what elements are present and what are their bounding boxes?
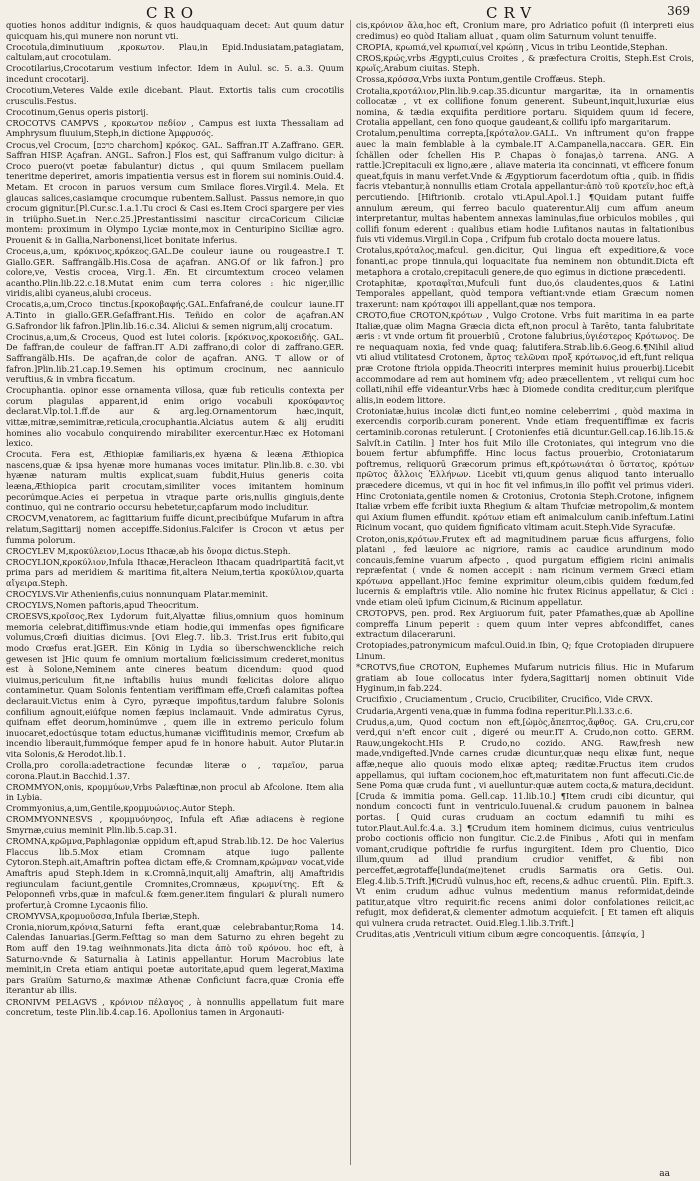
dictionary-entry: *CROTVS,fiue CROTON, Euphemes Mufarum nutricis filius. Hic in Mufarum gratiam ab Ioue collocatus inter fydera,Sagittarij nomen obtinuit Vide Hyginum,in fab.224.	[356, 662, 694, 694]
dictionary-entry: cis,κρόνιον ἅλα,hoc eft, Cronium mare, pro Adriatico pofuit (ſi interpreti eius credimus) eo quòd Italiam alluat , quam olim Saturnum volunt tenuiffe.	[356, 20, 694, 41]
dictionary-entry: Crommyonius,a,um,Gentile,κρομμυώνιος.Autor Steph.	[6, 803, 236, 814]
dictionary-entry: CROESVS,κροῖσος,Rex Lydorum fuit,Alyattæ filius,omnium quos hominum memoria celebrat,ditiffimus:vnde etiam hodie,qui immenfas opes fignificare volumus,Crœfi diuitias dicimus. [Ovi Eleg.7. lib.3. Trist.Irus erit fubito,qui modo Crœfus erat.]GER. Ein König in Lydia so überschwenckliche reich gewesen ist ]Hic quum fe omnium mortalium fœlicissimum crederet,monitus est à Solone,Neminem ante cineres beatum dicendum: quod quod viuimus,periculum fit,ne inftabilis huius mundi fœlicitas dolore aliquo contaminetur. Quam Solonis fententiam veriffimam effe,Crœfi calamitas poftea declarauit.Victus enim à Cyro, pyræque impofitus,tardum falubre Solonis confilium agnouit,eiúfque nomen fæpius inclamauit. Vnde admiratus Cyrus, quifnam effet deorum,hominúmve , quem ille in extremo periculo folum inuocaret,edoctúsque totam eductus,humanæ viciffitudinis memor, Crœfum ab incendio liberauit,fummóque femper apud fe in honore habuit. Autor Plutar.in vita Solonis,& Herodot.lib.1.	[6, 611, 344, 759]
dictionary-entry: CROCYLEV M,κροκύλειον,Locus Ithacæ,ab his ὄνομα dictus.Steph.	[6, 545, 291, 556]
dictionary-entry: CROPIA, κρωπιά,vel κρωπιαί,vel κρώπη , Vicus in tribu Leontide,Stephan.	[356, 41, 668, 52]
signature-mark: aa	[659, 1169, 670, 1179]
text-columns	[6, 20, 694, 1165]
dictionary-entry: Crocotium,Veteres Valde exile dicebant. Plaut. Extortis talis cum crocotilis crusculis.Festus.	[6, 85, 344, 106]
dictionary-entry: Crocinus,a,um,& Croceus, Quod est lutei coloris. [κρόκινος,κροκοειδής. GAL. De faffran,de couleur de faffran.IT A.Di zaffrano,di color di zaffrano.GER. Saffrangälb.HIs. De açafran,de color de açafran. ANG. T allow or of fafron.]Plin.lib.21.cap.19.Semen his optimum crocinum, nec aanniculo veruftius,& in vmbra ficcatum.	[6, 331, 344, 385]
dictionary-entry: CROCOTVS CAMPVS , κροκωτον πεδίον , Campus est iuxta Thessaliam ad Amphrysum fluuium,Steph,in dictione Ἀμφρυσός.	[6, 117, 344, 139]
dictionary-entry: CROTO,fiue CROTON,κρότων , Vulgo Crotone. Vrbs fuit maritima in ea parte Italiæ,quæ olim Magna Græcia dicta eft,non procul à Tarēto, tanta falubritate æris : vt vnde ortum fit prouerbiū , Crotone falubrius,ὑγιέστερος Κρότωνος. De re nequaquam noxia, fed vnde quaq; falutifera.Strab.lib.6.Geog.6.¶Nihil aliud vti aliud vtilitatesd Crotonem, ἄρτος τελῶναι προξ κρότωνος,id eft,funt reliqua præ Crotone ftriola oppida.Theocriti interpres meminit huius prouerbij.Licebit accommodare ad rem aut hominem vfq; adeo præcellentem , vt reliqui cum hoc collati,nihil effe videantur.Vrbs hæc à Diomede condita creditur,cum plerifque aliis,in eodem littore.	[356, 310, 694, 405]
dictionary-entry: CROCYLION,κροκύλιον,Infula Ithacæ,Heracleon Ithacam quadripartitā facit,vt prima pars ad meridiem & maritima fit,altera Neium,tertia κροκύλιον,quarta αἴγειρα.Steph.	[6, 556, 344, 588]
dictionary-entry: Crucifixio , Cruciamentum , Crucio, Crucibiliter, Crucifico, Vide CRVX.	[356, 694, 653, 705]
dictionary-entry: Crocotula,diminutiuum ,κροκωτον. Plau,in Epid.Indusiatam,patagiatam, caltulam,aut crocotulam.	[6, 41, 344, 63]
dictionary-entry: Cruditas,atis ,Ventriculi vitium cibum ægre concoquentis. [ἀπεψία, ]	[356, 928, 645, 939]
column-divider	[350, 20, 351, 1165]
dictionary-entry: Crocuta. Fera est, Æthiopiæ familiaris,ex hyæna & leæna Æthiopica nascens,quæ & ipsa hyenæ more humanas voces imitatur. Plin.lib.8. c.30. vbi hyænæ naturam multis explicat,suam fubdit,Huius generis coita leæna,Æthiopica parit crocutam,similiter voces imitantem hominum pecorúmque.Acies ei perpetua in vtraque parte oris,nullis gingiuis,dente continuo, qui ne contrario occursu hebetetur,capfarum modo includitur.	[6, 449, 344, 513]
dictionary-entry: CROMNA,κρῶμνα,Paphlagoniæ oppidum eft,apud Strab.lib.12. De hoc Valerius Flaccus lib.5.Mox etiam Cromnam atque iugo pallente Cytoron.Steph.ait,Amaftrin poftea dictam effe,& Cromnam,κρώμναν vocat,vide Amaftris apud Steph.Idem in κ.Cromnā,inquit,alij Amaftrin, alij Amaftridis regiunculam faciunt,gentile Cromnites,Cromnæus, κρωμνίτης. Eft & Peloponnefi vrbs,quæ in mafcul.& fœm.gener.item fingulari & plurali numero profertur,à Cromne Lycaonis filio.	[6, 836, 344, 910]
dictionary-entry: Crotopiades,patronymicum mafcul.Ouid.in Ibin, Q; fque Crotopiaden dirupuere Linum.	[356, 640, 694, 662]
dictionary-entry: quoties honos additur indignis, & quos haudquaquam decet: Aut quum datur quicquam his,qui munere non norunt vti.	[6, 20, 344, 41]
dictionary-entry: CROCYLVS,Nomen paftoris,apud Theocritum.	[6, 600, 199, 611]
dictionary-entry: Crotaphitæ, κροταφῖται,Mufculi funt duo,ós claudentes,quos & Latini Temporales appellant, quòd tempora veftiant:vnde etiam Græcum nomen traxerunt: nam κρόταφοι illi appellant,quæ nos tempora.	[356, 277, 694, 309]
left-column	[6, 20, 344, 1165]
dictionary-entry: Crocatis,a,um,Croco tinctus.[κροκοβαφής.GAL.Enfafrané,de coulcur iaune.IT A.Tinto in giallo.GER.Geſaffrant.His. Teñido en color de açafran.AN G.Safrondor lik fafron.]Plin.lib.16.c.34. Aliciui & semen nigrum,alij crocatum.	[6, 299, 344, 331]
dictionary-entry: Crotalum,penultima correpta,[κρόταλον.GALL. Vn inftrument qu'on frappe auec la main femblable à la cymbale.IT A.Campanella,naccara. GER. Ein ſchällen oder ſchellen His P. Chapas ò fonajas,ò tarrena. ANG. A rattle.]Crepitaculi ex ligno,ære , aliave materia ita concinnati, vt efficere fonum queat,fquis in manu verfet.Vnde & Ægyptiorum facerdotum oftia , quib. in ſfidis facris vtebantur,à nonnullis etiam Crotala appellantur:ἀπὸ τοῦ κροτεῖν,hoc eft,à percutiendo. [Hiftrionib. crotalo vti.Apul.Apol.1.] ¶Quidam putant fuiffe annulum æreum, qui ferreo baculo quaterentur.Alij cum affum aneum interpretantur, multas habentem annexas laminulas,fiue orbiculos mobiles , qui collifi fonum ederent : qualibus etiam hodie Lufitanos nautas in faltationibus fuis vti videmus.Virgil.in Copa , Crifpum fub crotalo docta mouere latus.	[356, 128, 694, 245]
dictionary-entry: Crotalia,κροτάλιον,Plin.lib.9.cap.35.dicuntur margaritæ, ita in ornamentis collocatæ , vt ex collifione fonum generent. Subeunt,inquit,luxuriæ eius nomina, & tædia exquifita perditiore portaru. Siquidem quum id fecere, Crotalia appellant, cen fono quoque gaudeant,& collifu ipfo margaritarum.	[356, 85, 694, 128]
right-column	[356, 20, 694, 1165]
dictionary-entry: Crolla,pro corolla:adetractione fecundæ literæ o , ταμεῖον, parua corona.Plaut.in Bacchid.1.37.	[6, 759, 344, 781]
dictionary-entry: CROS,κρώς,vrbs Ægypti,cuius Croites , & præfectura Croitis, Steph.Est Crois, κρωῖς,Arabum ciuitas. Steph.	[356, 52, 694, 74]
dictionary-entry: CRONIVM PELAGVS , κρόνιον πέλαγος , à nonnullis appellatum fuit mare concretum, teste Plin.lib.4.cap.16. Apollonius tamen in Argonauti-	[6, 996, 344, 1018]
running-head-left: CRO	[146, 4, 200, 22]
dictionary-entry: Croton,onis,κρότων.Frutex eft ad magnitudinem paruæ ficus affurgens, folio platani , fed læuiore ac nigriore, ramis ac caudice arundinum modo concauis,femine vuarum afpecto , quod purgatum effigiem ricini animalis repræfentat ( vnde & nomen accepit : nam ricinum vermem Græci etiam κρότωνα appellant.)Hoc femine exprimitur oleum,cibis quidem fœdum,fed lucernis & emplaftris vtile. Alio nomine hic frutex Ricinus appellatur, & Cici : vnde etiam oleū ipfum Cicinum,& Ricinum appellatur.	[356, 533, 694, 608]
dictionary-entry: Crocuphantia. opinor esse ornamenta villosa, quæ fub reticulis contexta per corum plagulas apparent,id enim origo vocabuli κροκύφαντος declarat.Vlp.tol.1.ff.de aur & arg.leg.Ornamentorum hæc,inquit, vittæ,mitræ,semimitræ,reticula,crocuphantia.Alciatus autem & alij eruditi homines alio vocabulo conquirendo mirabiliter exercentur.Hæc ex Hotomani lexico.	[6, 385, 344, 449]
dictionary-entry: Crotoniatæ,huius incolæ dicti funt,eo nomine celeberrimi , quòd maxima in exercendis corporib.curam ponerent. Vnde etiam frequentiffimæ ex facris certaminib.coronas retulerunt. [ Crotonienfes etiā dicuntur.Gell.cap.16.lib.15.& Salvſt.in Catilin. ] Inter hos fuit Milo ille Crotoniates, qui integrum vno die bouem fertur abfumpfiffe. Hinc locus factus prouerbio, Crotoniatarum poftremus, reliquorū Græcorum primus eft,κρότωνιάται ὁ ὕστατος, κρότων πρῶτος ἄλλοις Ἑλλήνων. Licebit vti,quum genus aliquod tanto interuallo præcedere dicemus, vt qui in hoc fit vel infimus,in illo poffit vel primus videri. Hinc Crotoniata,gentile nomen & Crotonius, Crotonia Steph.Crotone, infignem Italiæ vrbem effe fcribit iuxta Rhegium & altam Thufciæ metropolim,& montem qui Axium flumen effundit. κρότων etiam eft animalculum canib.infeftum.Latini Ricinum vocant, quo quidem fignificato vltimam acuit.Steph.Vide Syracufæ.	[356, 405, 694, 533]
dictionary-entry: CROMMYONNESVS , κρομμυόνησος, Infula eft Afiæ adiacens è regione Smyrnæ,cuius meminit Plin.lib.5.cap.31.	[6, 814, 344, 836]
dictionary-entry: Crocotilarius,Crocotarum vestium infector. Idem in Aulul. sc. 5. a.3. Quum incedunt crocotarij.	[6, 63, 344, 84]
dictionary-entry: Crossa,κρόσσα,Vrbs iuxta Pontum,gentile Croffæus. Steph.	[356, 74, 606, 85]
dictionary-entry: Croceus,a,um, κρόκινος,κρόκεος.GAL.De couleur iaune ou rougeastre.I T. Giallo.GER. Saffrangälb.His.Cosa de açafran. ANG.Of or lik fafron.] pro colore,ve, Vestis crocea, Virg.1. Æn. Et circumtextum croceo velamen acantho.Plin.lib.22.c.18.Mutat enim cum terra colores : hic niger,illic viridis,alibi cyaneus,alubi croceus.	[6, 245, 344, 299]
dictionary-entry: Crotalus,κρόταλος,mafcul. gen.dicitur, Qui lingua eft expeditiore,& voce fonanti,ac prope tinnula,qui loquacitate fua neminem non obtundit.Dicta eft metaphora a crotalo,crepitaculi genere,de quo egimus in dictione præcedenti.	[356, 245, 694, 277]
running-head-right: CRV	[486, 4, 538, 22]
dictionary-entry: CROCVM,venatorem, ac fagittarium fuiffe dicunt,precibúfque Mufarum in aftra relatum,Sagittarij nomen accepiffe.Sidonius.Falcifer is Crocon vt ætus per fumma polorum.	[6, 513, 344, 545]
dictionary-entry: Crocus,vel Crocum, [כרכם charchom] κρόκος. GAL. Saffran.IT A.Zaffrano. GER. Saffran HISP. Açafran. ANGL. Safron.] Flos est, qui Saffranum vulgo dicitur: à Croco puero(vt poetæ fabulantur) dictus , qui quum Smilacem puellam teneritme deperiret, amoris impatientia versus est in florem sui nominis.Ouid.4. Metam. Et crocon in paruos versum cum Smilace flores.Virgil.4. Mela. Et glaucas salices,casiamque crocumque rubentem.Sallust. Passus nemore,in quo crocum gignitur.[Pl.Cur.sc.1.a.1.Tu croci & Casi es.Item Croci spargere per vies in triüpho.Suet.in Ner.c.25.]Prestantissimi nascitur circaCoricum Ciliciæ montem: proximum in Olympo Lyciæ monte,mox in Centuripino Siciliæ agro. Prouenit & in Gallia,Narbonensi,licet bonitate inferius.	[6, 139, 344, 245]
dictionary-entry: CROTOPVS, pen. prod. Rex Argiuorum fuit, pater Pfamathes,quæ ab Apolline compreffa Linum peperit : quem quum inter vepres abfcondiffet, canes extractum dilaceraruni.	[356, 608, 694, 640]
dictionary-entry: Crocotinum,Genus operis pistorij.	[6, 106, 149, 117]
dictionary-entry: CROCYLVS.Vir Athenienfis,cuius nonnunquam Platar.meminit.	[6, 588, 269, 599]
dictionary-entry: Cronia,niorum,κρόνια,Saturni fefta erant,quæ celebrabantur,Roma 14. Calendas Ianuarias.[Germ.Feſttag so man dem Saturno zu ehren begeht zu Rom auff den 19.tag weihnmonats.]ita dicta ἀπὸ τοῦ κρόνου. hoc eft, à Saturno:vnde & Saturnalia à Latinis appellantur. Horum Macrobius late meminit,in Creta etiam antiqui poetæ autoritate,apud quem legerat,Maxima pars Graiùm Saturno,& maximæ Athenæ Conficiunt facra,quæ Cronia effe iterantur ab illis.	[6, 921, 344, 996]
dictionary-entry: CROMYVSA,κρομυοῦσσα,Infula Iberiæ,Steph.	[6, 910, 200, 921]
dictionary-entry: Crudus,a,um, Quod coctum non eft,[ὠμὸς,ἄπεπτος,ἄφθος. GA. Cru,cru,cor verd,qui n'eft encor cuit , digeré ou meur.IT A. Crudo,non cotto. GERM. Rauw,ungekocht.HIs P. Crudo,no cozido. ANG. Raw,fresh new made,vndigefted.]Vnde carnes crudæ dicuntur,quæ nequ elixæ funt, neque affæ,neque alio quouis modo elixæ apteq; ræditæ.Fructus item crudos appellamus, qui iuftam cocionem,hoc eft,maturitatem non funt affecuti.Cic.de Sene Poma quæ cruda funt , vi auelluntur:quæ autem cocta,& matura,decidunt. [Cruda & immitia poma. Gell.cap. 11.lib.10.] ¶Item crudi cibi dicuntur, qui nondum concocti funt in ventriculo.Iuuenal.& crudum pauonem in balnea portas. [ Quid curas cruduam an coctum edamnifi tu mihi es tutor.Plaut.Aul.fc.4.a. 3.] ¶Crudum item hominem dicimus, cuius ventriculus probo coctionis officio non fungitur. Cic.2.de Finibus , Afoti qui in menfam vomant,crudique poftridie fe rurfus ingurgitent. Idem pro Cluentio, Dico illum,quum ad illud prandium crudior veniffet, & fibi non perceffet,ægrotaffe[lunda(me)tenet crudis Sarmatis ora Getis. Oui. Eleg.4.lib.5.Trift.]¶Crudū vulnus,hoc eft, recens,& adhuc cruentū. Plin. Epift.3. Vt enim crudum adhuc vulnus medentium manus reformidat,deinde patitur,atque vltro requirit:fic recens animi dolor confolationes reiicit,ac refugit, mox defiderat,& clementer admotum acquiefcit. [ Et tamen eft aliquis qui vulnera cruda retractet. Ouid.Eleg.1.lib.3.Trift.]	[356, 716, 694, 928]
page-number: 369	[667, 4, 690, 18]
dictionary-entry: Crudaria,Argenti vena,quæ in fumma fodina reperitur.Pli.l.33.c.6.	[356, 705, 633, 716]
dictionary-entry: CROMMYON,onis, κρομμύων,Vrbs Palæftinæ,non procul ab Afcolone. Item alia in Lybia.	[6, 781, 344, 803]
